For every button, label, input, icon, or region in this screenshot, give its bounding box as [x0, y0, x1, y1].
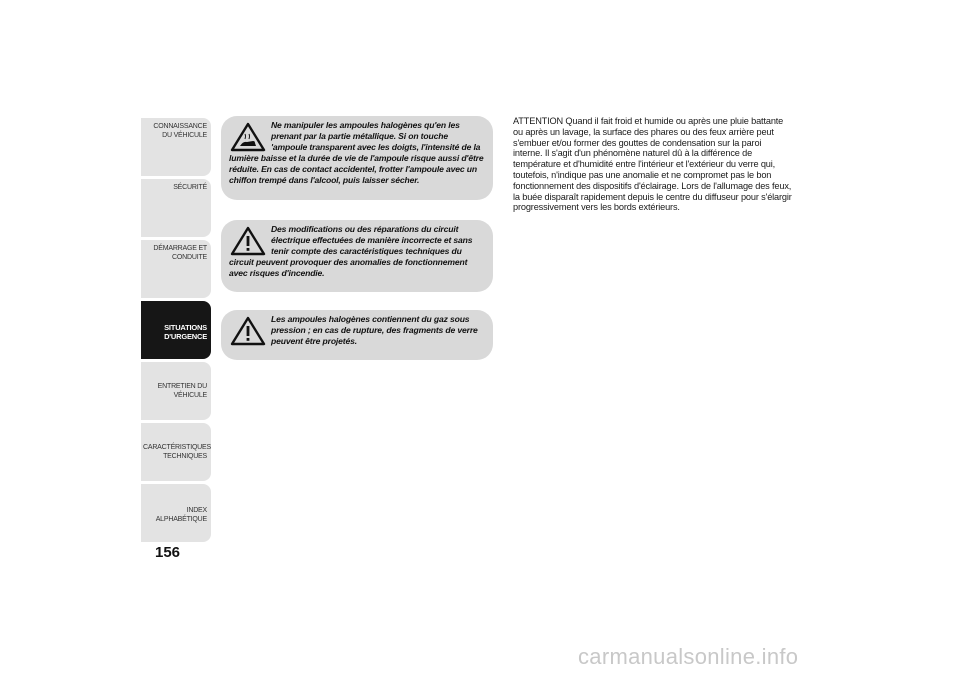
- warning-text-halogen-handling: Ne manipuler les ampoules halogènes qu'en les prenant par la partie métallique. Si on touche 'ampoule transparent avec les doigts, l'intensité de la lumière baisse et la durée de vie de l'ampoule risque aussi d'être réduite. En cas de contact accidentel, frotter l'ampoule avec un chiffon trempé dans l'alcool, puis laisser sécher.: [229, 120, 484, 185]
- warning-box-halogen-handling: [221, 116, 493, 200]
- tab-demarrage-et-conduite[interactable]: DÉMARRAGE ET CONDUITE: [141, 240, 211, 298]
- tab-connaissance-du-vehicule[interactable]: CONNAISSANCE DU VÉHICULE: [141, 118, 211, 176]
- tab-situations-durgence[interactable]: SITUATIONS D'URGENCE: [141, 301, 211, 359]
- tab-securite[interactable]: SÉCURITÉ: [141, 179, 211, 237]
- warning-box-electrical-modifications: [221, 220, 493, 292]
- exclamation-warning-icon: [229, 226, 267, 256]
- warning-text-halogen-pressure: Les ampoules halogènes contiennent du gaz sous pression ; en cas de rupture, des fragments de verre peuvent être projetés.: [271, 314, 478, 346]
- tab-caracteristiques-techniques[interactable]: CARACTÉRISTIQUES TECHNIQUES: [141, 423, 211, 481]
- attention-paragraph: ATTENTION Quand il fait froid et humide ou après une pluie battante ou après un lavage, la surface des phares ou des feux arrière peut s'embuer et/ou former des gouttes de condensation sur la paroi interne. Il s'agit d'un phénomène naturel dû à la différence de température et d'humidité entre l'intérieur et l'extérieur du verre qui, toutefois, n'indique pas une anomalie et ne compromet pas le bon fonctionnement des dispositifs d'éclairage. Lors de l'allumage des feux, la buée disparaît rapidement depuis le centre du diffuseur pour s'élargir progressivement vers les bords extérieurs.: [513, 116, 792, 213]
- hand-burn-warning-icon: [229, 122, 267, 152]
- page-number: 156: [155, 544, 181, 561]
- warning-box-halogen-pressure: [221, 310, 493, 360]
- exclamation-warning-icon: [229, 316, 267, 346]
- warning-text-electrical-modifications: Des modifications ou des réparations du circuit électrique effectuées de manière incorrecte et sans tenir compte des caractéristiques techniques du circuit peuvent provoquer des anomalies de fonctionnement avec risques d'incendie.: [229, 224, 473, 278]
- watermark-text: carmanualsonline.info: [578, 644, 799, 669]
- tab-index-alphabetique[interactable]: INDEX ALPHABÉTIQUE: [141, 484, 211, 542]
- tab-entretien-du-vehicule[interactable]: ENTRETIEN DU VÉHICULE: [141, 362, 211, 420]
